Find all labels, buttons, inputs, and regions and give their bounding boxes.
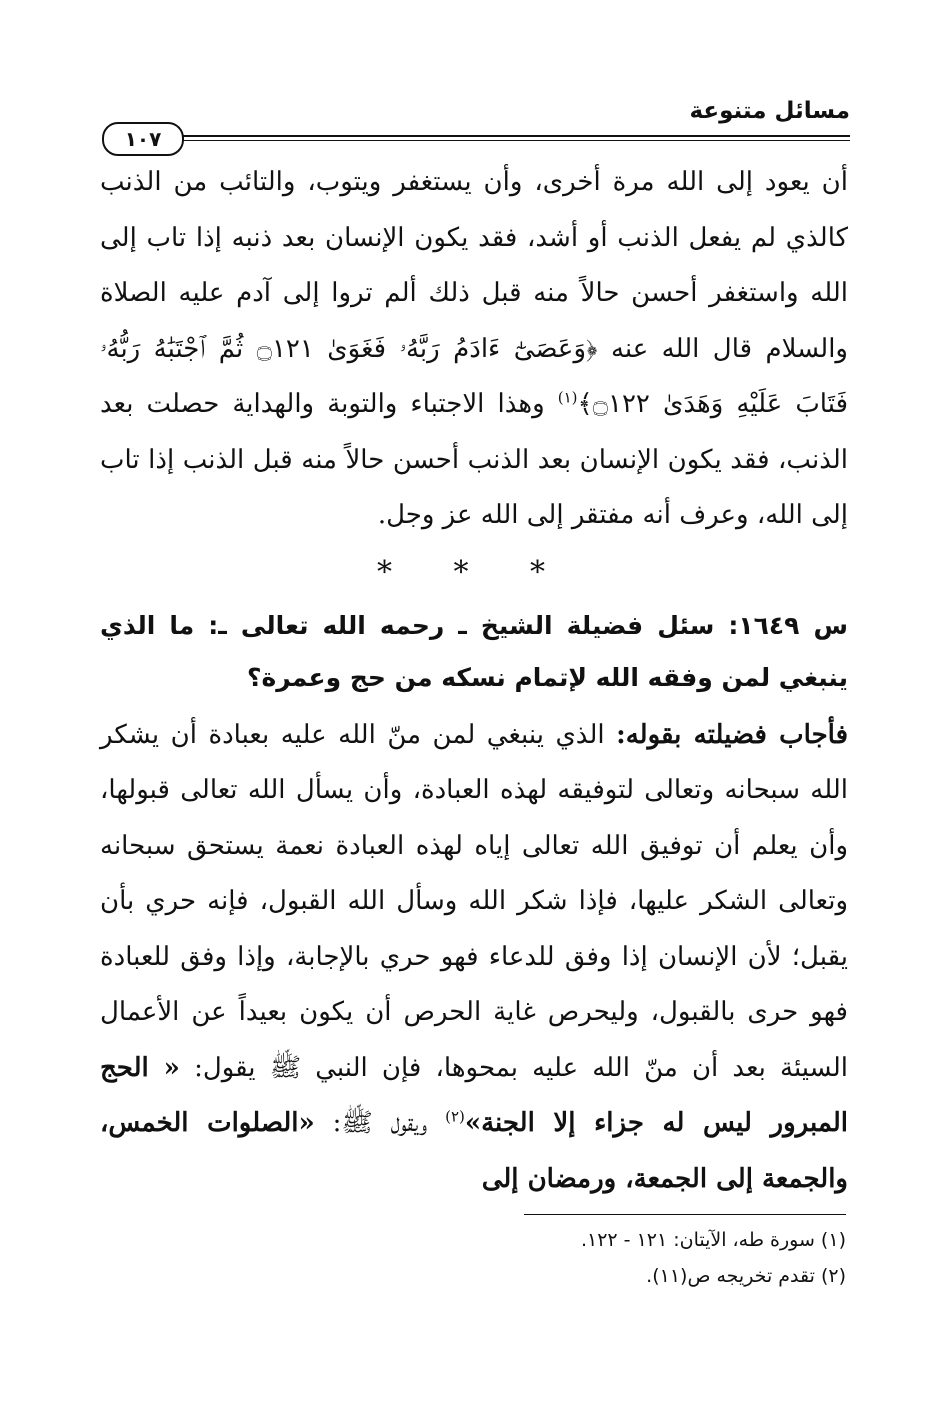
footnote-1: (١) سورة طه، الآيتان: ١٢١ - ١٢٢. [580,1229,846,1251]
page-header [98,98,850,150]
paragraph-text-continued: وهذا الاجتباء والتوبة والهداية حصلت بعد الذنب، فقد يكون الإنسان بعد الذنب أحسن حالاً منه قبل الذنب إذا تاب إلى الله، وعرف أنه مفتقر إلى الله عز وجل. [100,389,848,530]
footnote-2: (٢) تقدم تخريجه ص(١١). [646,1265,846,1287]
footnote-ref-2: (٢) [445,1107,465,1126]
answer-text: الذي ينبغي لمن منّ الله عليه بعبادة أن يشكر الله سبحانه وتعالى لتوفيقه لهذه العبادة، وأن يسأل الله تعالى قبولها، وأن يعلم أن توفيق الله تعالى إياه لهذه العبادة نعمة يستحق سبحانه وتعالى الشكر عليها، فإذا شكر الله وسأل الله القبول، فإنه حري بأن يقبل؛ لأن الإنسان إذا وفق للدعاء فهو حري بالإجابة، وإذا وفق للعبادة فهو حرى بالقبول، وليحرص غاية الحرص أن يكون بعيداً عن الأعمال السيئة بعد أن منّ الله عليه بمحوها، فإن النبي ﷺ يقول: [100,719,848,1083]
page-body [100,155,848,1207]
footnotes [426,1208,846,1294]
header-rule [176,135,850,137]
answer-lead: فأجاب فضيلته بقوله: [616,719,849,750]
header-rule-thin [176,140,850,141]
hadith-quote-1: « الحج المبرور ليس له جزاء إلا الجنة» [100,1052,849,1138]
section-separator: * * * [376,554,572,590]
paragraph-text: أن يعود إلى الله مرة أخرى، وأن يستغفر ويتوب، والتائب من الذنب كالذي لم يفعل الذنب أو أشد، فقد يكون الإنسان بعد ذنبه إذا تاب إلى الله واستغفر أحسن حالاً منه قبل ذلك ألم تروا إلى آدم عليه الصلاة والسلام قال الله عنه [100,167,848,364]
running-title: مسائل متنوعة [689,98,850,124]
question-heading: س ١٦٤٩: سئل فضيلة الشيخ ـ رحمه الله تعالى ـ: ما الذي ينبغي لمن وفقه الله لإتمام نسكه من حج وعمرة؟ [100,610,848,692]
quran-verse: ﴿وَعَصَىٰٓ ءَادَمُ رَبَّهُۥ فَغَوَىٰ ۝١٢١ ثُمَّ ٱجْتَبَٰهُ رَبُّهُۥ فَتَابَ عَلَيْهِ وَهَدَىٰ ۝١٢٢﴾ [100,333,849,419]
answer-paragraph [100,708,848,1208]
footnote-ref-1: (١) [557,388,578,407]
page-number-badge: ١٠٧ [102,122,184,156]
answer-text-continued: ويقول ﷺ: [332,1108,428,1138]
hadith-quote-2: «الصلوات الخمس، والجمعة إلى الجمعة، ورمضان إلى [100,1108,848,1194]
paragraph-repentance [100,155,848,544]
